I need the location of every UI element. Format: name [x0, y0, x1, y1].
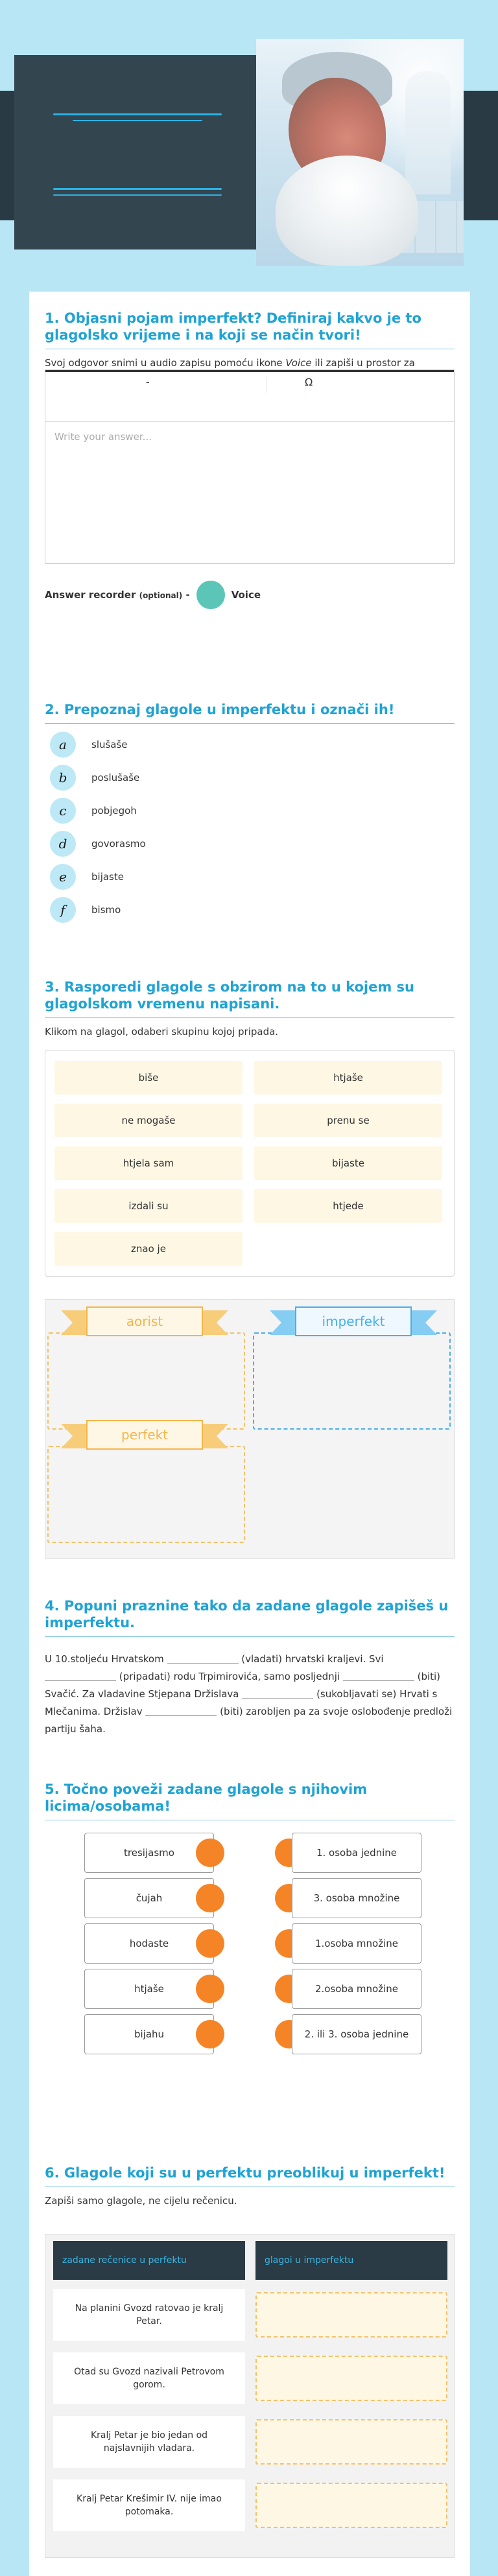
choice-letter: c	[50, 798, 76, 824]
task-1	[45, 310, 455, 614]
verb-chip-pool	[45, 1050, 455, 1277]
task-description: Zapiši samo glagole, ne cijelu rečenicu.	[45, 2195, 237, 2207]
choice-label: bismo	[91, 904, 121, 916]
verb-chip[interactable]: bijaste	[254, 1146, 442, 1180]
blank-input[interactable]	[45, 1680, 116, 1681]
drop-zone-perfekt[interactable]	[47, 1446, 245, 1543]
task-5	[45, 1781, 455, 2118]
voice-label: Voice	[231, 589, 261, 601]
transform-table	[45, 2234, 455, 2558]
choice-label: slušaše	[91, 739, 128, 750]
cover-image	[256, 39, 464, 266]
blank-input[interactable]	[242, 1698, 313, 1699]
verb-chip[interactable]: biše	[54, 1061, 243, 1095]
choice-letter: a	[50, 732, 76, 758]
source-sentence: Kralj Petar Krešimir IV. nije imao potomaka.	[53, 2479, 245, 2531]
match-left-item[interactable]: čujah	[84, 1878, 214, 1918]
task-title: 4. Popuni praznine tako da zadane glagole zapišeš u imperfektu.	[45, 1597, 455, 1637]
task-title: 1. Objasni pojam imperfekt? Definiraj kakvo je to glagolsko vrijeme i na koji se način tvori!	[45, 310, 455, 349]
drop-zone-imperfekt[interactable]	[253, 1332, 451, 1430]
choice-label: bijaste	[91, 871, 124, 883]
task-title: 3. Rasporedi glagole s obzirom na to u kojem su glagolskom vremenu napisani.	[45, 979, 455, 1018]
task-description-text: Svoj odgovor snimi u audio zapisu pomoću ikone Voice ili zapiši u prostor za	[45, 357, 415, 369]
verb-chip[interactable]: ne mogaše	[54, 1104, 243, 1137]
blank-input[interactable]	[145, 1715, 217, 1716]
choice-letter: d	[50, 831, 76, 857]
special-character-button[interactable]: Ω	[305, 376, 313, 388]
choice-option[interactable]	[50, 732, 128, 758]
choice-option[interactable]	[50, 765, 139, 791]
source-sentence: Kralj Petar je bio jedan od najslavnijih vladara.	[53, 2416, 245, 2468]
match-right-item[interactable]: 3. osoba množine	[292, 1878, 421, 1918]
text-segment: (biti) Svačić. Za vladavine Stjepana Držislava	[45, 1671, 441, 1700]
answer-drop-zone[interactable]	[255, 2483, 447, 2528]
choice-option[interactable]	[50, 864, 124, 890]
text-segment: (pripadati) rodu Trpimirovića, samo posljednji	[119, 1671, 340, 1682]
verb-chip[interactable]: izdali su	[54, 1189, 243, 1223]
choice-option[interactable]	[50, 831, 146, 857]
task-title: 2. Prepoznaj glagole u imperfektu i označi ih!	[45, 701, 455, 724]
verb-chip[interactable]: htjaše	[254, 1061, 442, 1095]
drop-zone-aorist[interactable]	[47, 1332, 245, 1430]
source-sentence: Na planini Gvozd ratovao je kralj Petar.	[53, 2289, 245, 2341]
task-3	[45, 979, 455, 1575]
match-right-item[interactable]: 2.osoba množine	[292, 1969, 421, 2009]
worksheet-sheet	[29, 292, 470, 2576]
label-imperfekt: imperfekt	[279, 1305, 428, 1338]
choice-letter: b	[50, 765, 76, 791]
dash-button[interactable]: -	[146, 376, 150, 388]
connector-dot[interactable]	[196, 1839, 224, 1867]
match-left-item[interactable]: htjaše	[84, 1969, 214, 2009]
voice-record-button[interactable]	[196, 581, 225, 609]
title-line	[73, 120, 202, 121]
task-2	[45, 701, 455, 941]
task-title: 6. Glagole koji su u perfektu preoblikuj u imperfekt!	[45, 2164, 455, 2187]
fill-in-text	[45, 1651, 455, 1738]
match-right-item[interactable]: 1.osoba množine	[292, 1923, 421, 1964]
connector-dot[interactable]	[196, 2020, 224, 2048]
answer-drop-zone[interactable]	[255, 2419, 447, 2465]
column-header-perfekt: zadane rečenice u perfektu	[53, 2241, 245, 2280]
answer-editor[interactable]	[45, 369, 455, 564]
label-perfekt: perfekt	[70, 1419, 219, 1451]
match-left-item[interactable]: hodaste	[84, 1923, 214, 1964]
choice-letter: e	[50, 864, 76, 890]
match-right-item[interactable]: 1. osoba jednine	[292, 1833, 421, 1873]
editor-toolbar	[45, 370, 454, 422]
choice-letter: f	[50, 897, 76, 923]
answer-textarea[interactable]: Write your answer...	[54, 431, 152, 443]
connector-dot[interactable]	[196, 1929, 224, 1958]
label-aorist: aorist	[70, 1305, 219, 1338]
text-segment: (biti) zarobljen pa za svoje oslobođenje predloži partiju šaha.	[45, 1706, 453, 1735]
subtitle-line	[53, 188, 222, 190]
blank-input[interactable]	[167, 1663, 239, 1664]
text-segment: (sukobljavati se) Hrvati s Mlečanima. Držislav	[45, 1688, 438, 1717]
choice-label: pobjegoh	[91, 805, 137, 817]
choice-option[interactable]	[50, 897, 121, 923]
choice-label: poslušaše	[91, 772, 140, 783]
choice-label: govorasmo	[91, 838, 146, 850]
task-6	[45, 2164, 455, 2566]
answer-drop-zone[interactable]	[255, 2356, 447, 2401]
choice-option[interactable]	[50, 798, 137, 824]
connector-dot[interactable]	[196, 1884, 224, 1912]
category-drop-area	[45, 1299, 455, 1559]
worksheet-title-card	[14, 55, 259, 249]
verb-chip[interactable]: znao je	[54, 1232, 243, 1266]
verb-chip[interactable]: htjela sam	[54, 1146, 243, 1180]
verb-chip[interactable]: htjede	[254, 1189, 442, 1223]
answer-recorder	[45, 581, 261, 609]
match-left-item[interactable]: tresijasmo	[84, 1833, 214, 1873]
task-description: Klikom na glagol, odaberi skupinu kojoj pripada.	[45, 1026, 279, 1038]
connector-dot[interactable]	[196, 1975, 224, 2003]
title-line	[53, 113, 222, 115]
recorder-label: Answer recorder (optional) -	[45, 589, 190, 601]
task-4	[45, 1597, 455, 1759]
source-sentence: Otad su Gvozd nazivali Petrovom gorom.	[53, 2352, 245, 2404]
match-right-item[interactable]: 2. ili 3. osoba jednine	[292, 2014, 421, 2054]
column-header-imperfekt: glagoi u imperfektu	[255, 2241, 447, 2280]
subtitle-line	[53, 194, 222, 196]
text-segment: U 10.stoljeću Hrvatskom	[45, 1653, 164, 1665]
match-left-item[interactable]: bijahu	[84, 2014, 214, 2054]
verb-chip[interactable]: prenu se	[254, 1104, 442, 1137]
answer-drop-zone[interactable]	[255, 2292, 447, 2338]
task-title: 5. Točno poveži zadane glagole s njihovim licima/osobama!	[45, 1781, 455, 1820]
text-segment: (vladati) hrvatski kraljevi. Svi	[241, 1653, 384, 1665]
blank-input[interactable]	[343, 1680, 414, 1681]
